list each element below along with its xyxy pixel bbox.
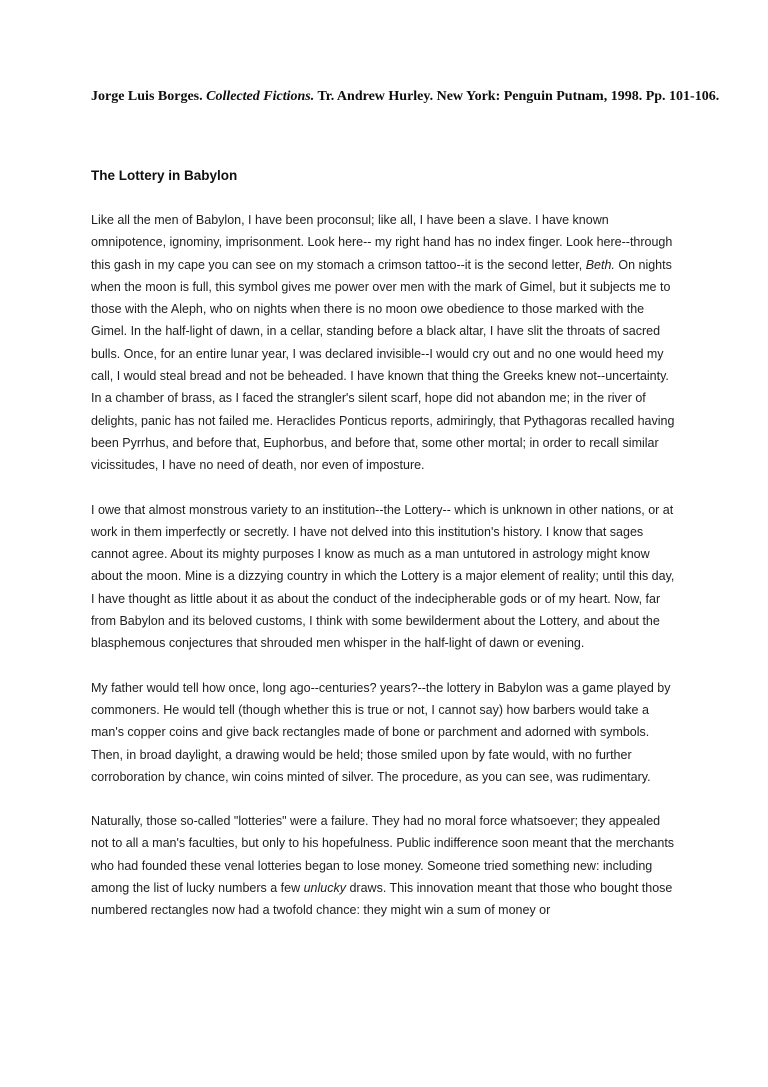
italic-text-run: Collected Fictions. xyxy=(206,89,315,104)
paragraph xyxy=(91,499,680,655)
paragraph xyxy=(91,209,680,477)
text-run: Naturally, those so-called "lotteries" were a failure. They had no moral force whatsoever; they appealed not to all a man's faculties, but only to his hopefulness. Public indifference soon meant that the merchants who had founded these venal lotteries began to lose money. Someone tried something new: including among the list of lucky numbers a few xyxy=(91,814,675,896)
text-run: Like all the men of Babylon, I have been proconsul; like all, I have been a slave. I have known omnipotence, ignominy, imprisonment. Look here-- my right hand has no index finger. Look here--through this gash in my cape you can see on my stomach a crimson tattoo--it is the second letter, xyxy=(91,213,673,272)
paragraph xyxy=(91,810,680,921)
text-run: Jorge Luis Borges. xyxy=(91,89,207,104)
text-run: I owe that almost monstrous variety to an institution--the Lottery-- which is unknown in other nations, or at work in them imperfectly or secretly. I have not delved into this institution's history. I know that sages cannot agree. About its mighty purposes I know as much as a man untutored in astrology might know about the moon. Mine is a dizzying country in which the Lottery is a major element of reality; until this day, I have thought as little about it as about the conduct of the indecipherable gods or of my heart. Now, far from Babylon and its beloved customs, I think with some bewilderment about the Lottery, and about the blasphemous conjectures that shrouded men whisper in the half-light of dawn or evening. xyxy=(91,502,675,651)
italic-text-run: unlucky xyxy=(303,881,346,896)
text-run: Tr. Andrew Hurley. New York: Penguin Putnam, 1998. Pp. 101-106. xyxy=(314,89,720,104)
italic-text-run: Beth. xyxy=(585,257,615,272)
bibliographic-citation xyxy=(91,88,720,105)
text-run: My father would tell how once, long ago--centuries? years?--the lottery in Babylon was a game played by commoners. He would tell (though whether this is true or not, I cannot say) how barbers would take a man's copper coins and give back rectangles made of bone or parchment and adorned with symbols. Then, in broad daylight, a drawing would be held; those smiled upon by fate would, with no further corroboration by chance, win coins minted of silver. The procedure, as you can see, was rudimentary. xyxy=(91,680,671,784)
text-run: On nights when the moon is full, this symbol gives me power over men with the mark of Gimel, but it subjects me to those with the Aleph, who on nights when there is no moon owe obedience to those marked with the Gimel. In the half-light of dawn, in a cellar, standing before a black altar, I have slit the throats of sacred bulls. Once, for an entire lunar year, I was declared invisible--I would cry out and no one would heed my call, I would steal bread and not be beheaded. I have known that thing the Greeks knew not--uncertainty. In a chamber of brass, as I faced the strangler's silent scarf, hope did not abandon me; in the river of delights, panic has not failed me. Heraclides Ponticus reports, admiringly, that Pythagoras recalled having been Pyrrhus, and before that, Euphorbus, and before that, some other mortal; in order to recall similar vicissitudes, I have no need of death, nor even of imposture. xyxy=(91,257,675,473)
text-run: draws. This innovation meant that those who bought those numbered rectangles now had a twofold chance: they might win a sum of money or xyxy=(91,881,673,918)
page-content xyxy=(91,0,720,922)
paragraph xyxy=(91,677,680,788)
story-body xyxy=(91,209,680,922)
story-title: The Lottery in Babylon xyxy=(91,168,238,183)
